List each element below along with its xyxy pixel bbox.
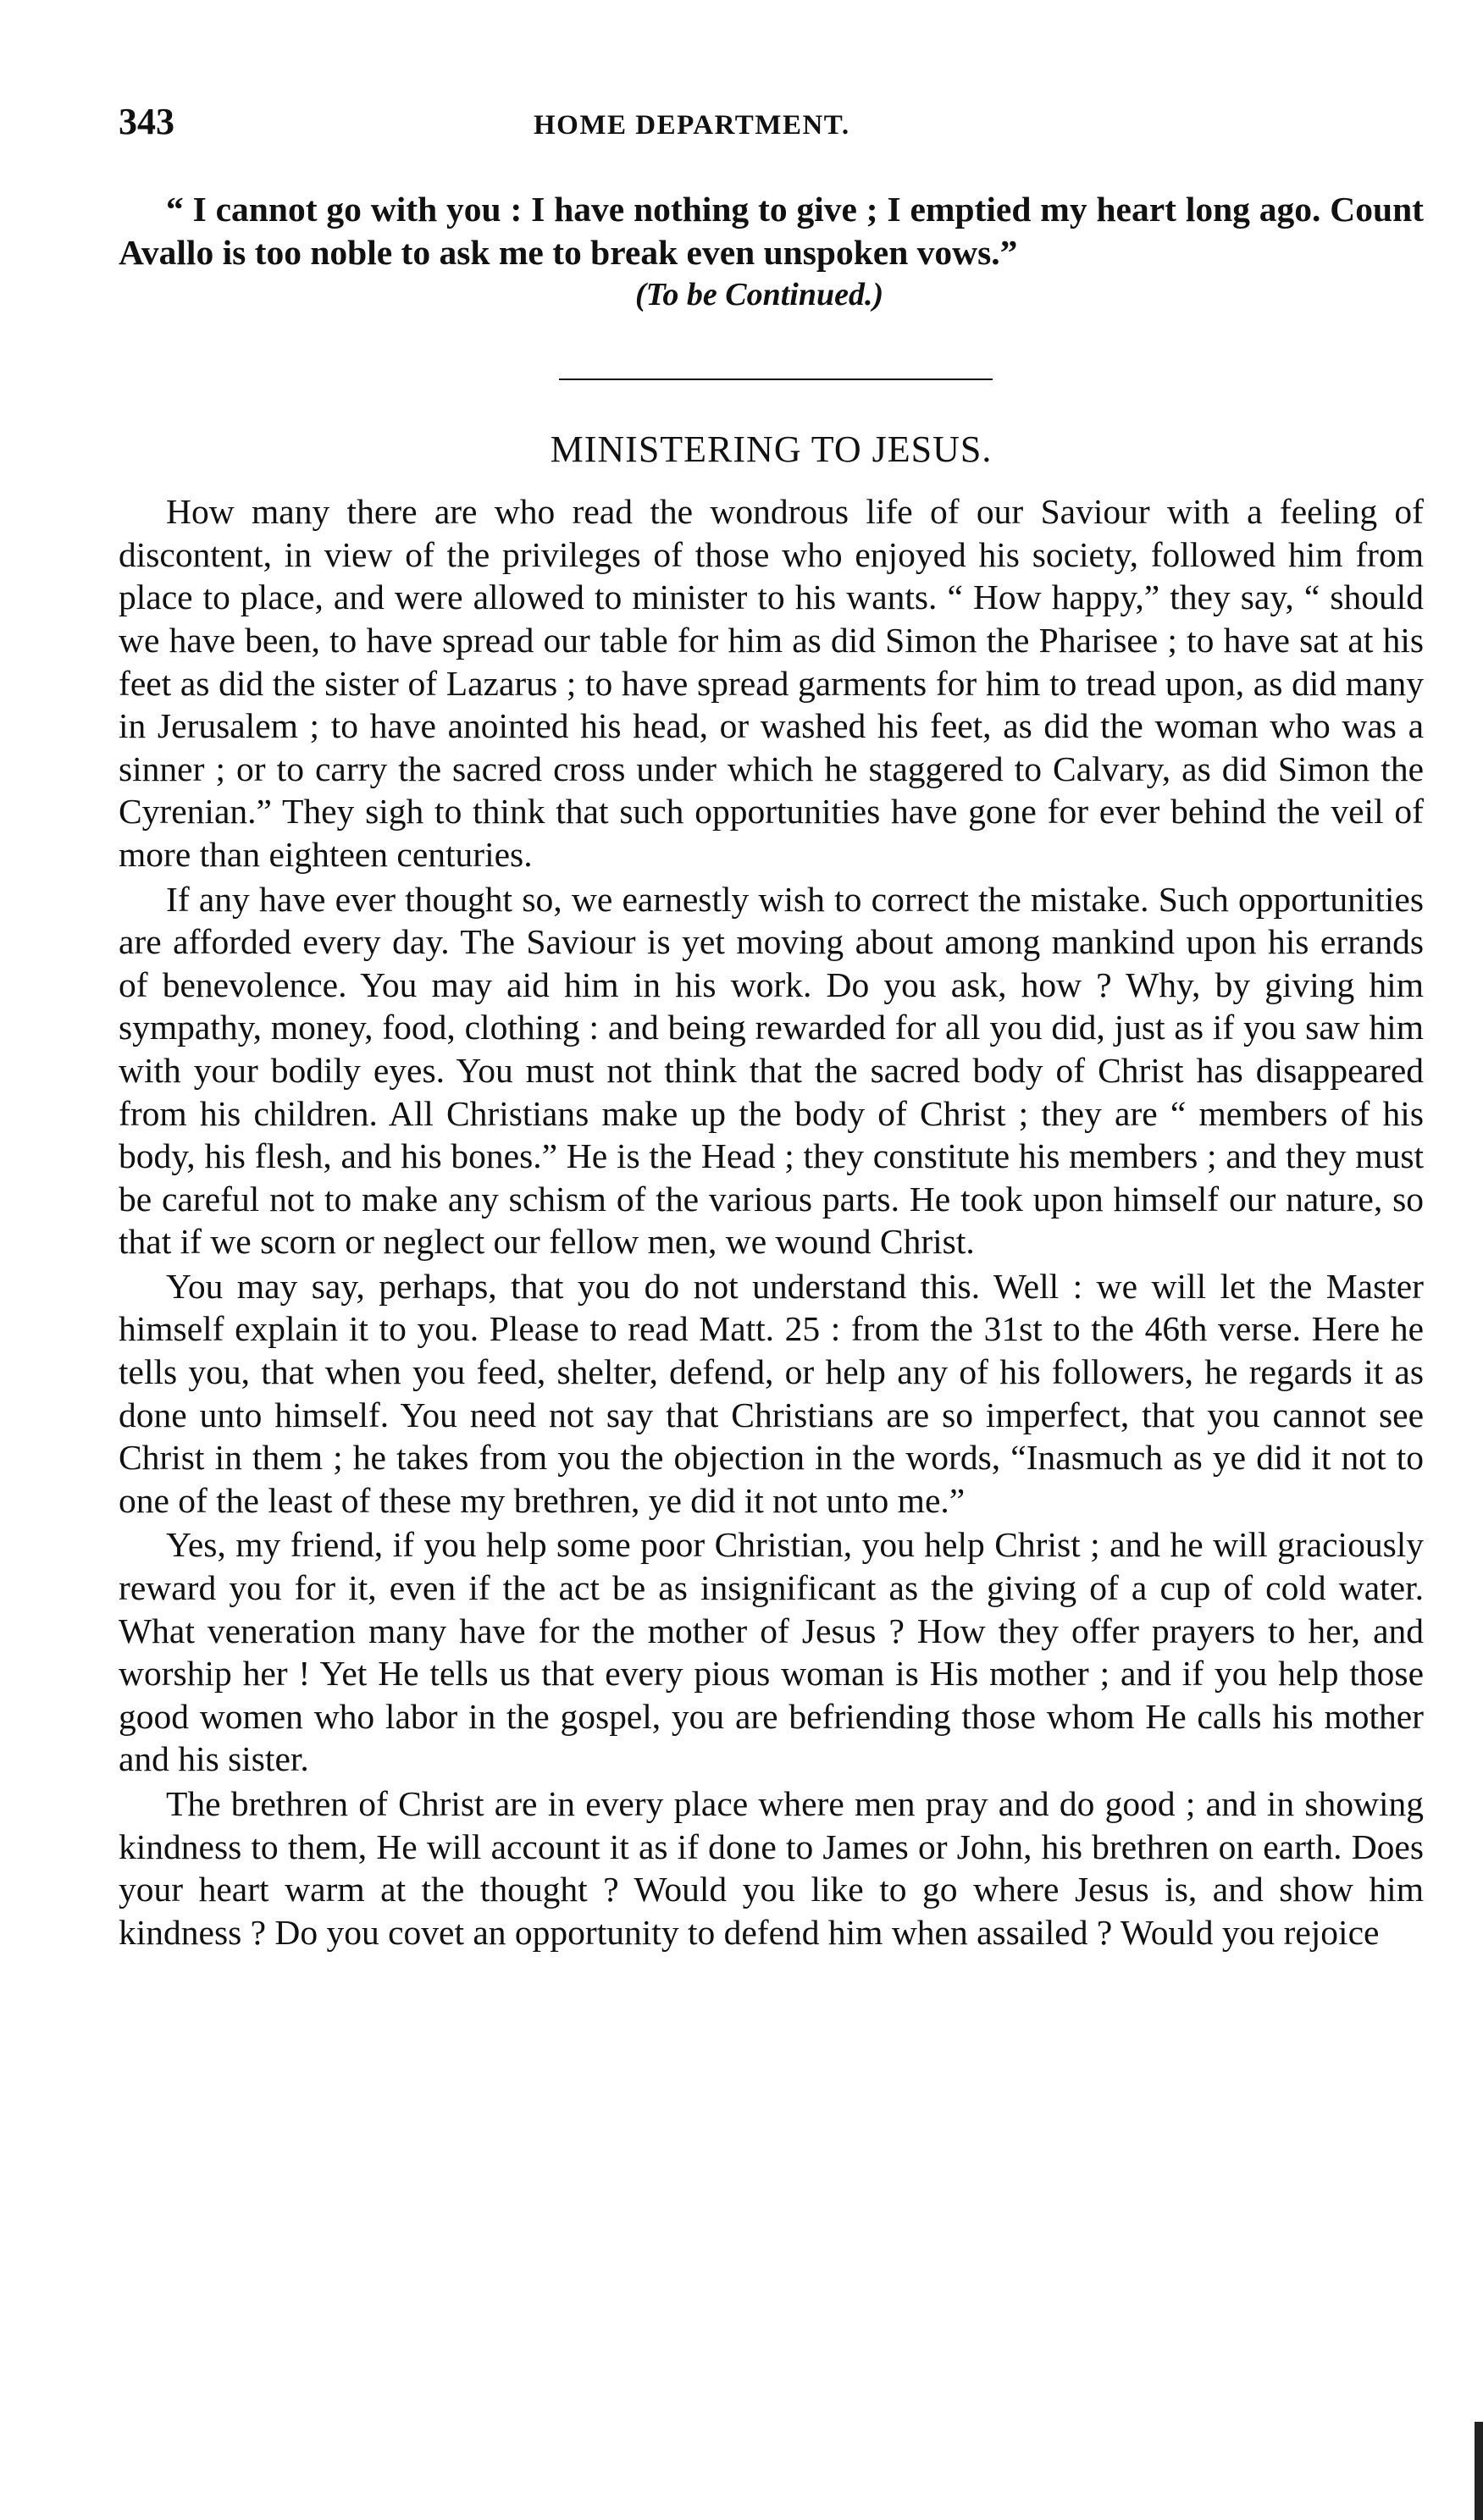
article-paragraph: Yes, my friend, if you help some poor Christian, you help Christ ; and he will graciously reward you for it, even if the act be as insignificant as the giving of a cup of cold water. What veneration many have for the mother of Jesus ? How they offer prayers to her, and worship her ! Yet He tells us that every pious woman is His mother ; and if you help those good women who labor in the gospel, you are befriending those whom He calls his mother and his sister. — [119, 1525, 1424, 1779]
article-paragraph: You may say, perhaps, that you do not understand this. Well : we will let the Master himself explain it to you. Please to read Matt. 25 : from the 31st to the 46th verse. Here he tells you, that when you feed, shelter, defend, or help any of his followers, he regards it as done unto himself. You need not say that Christians are so imperfect, that you cannot see Christ in them ; he takes from you the objection in the words, “Inasmuch as ye did it not to one of the least of these my brethren, ye did it not unto me.” — [119, 1266, 1424, 1520]
article-title: MINISTERING TO JESUS. — [550, 428, 993, 471]
page-header — [119, 100, 1424, 151]
article-paragraph: How many there are who read the wondrous life of our Saviour with a feeling of discontent, in view of the privileges of those who enjoyed his society, followed him from place to place, and were allowed to minister to his wants. “ How happy,” they say, “ should we have been, to have spread our table for him as did Simon the Pharisee ; to have sat at his feet as did the sister of Lazarus ; to have spread garments for him to tread upon, as did many in Jerusalem ; to have anointed his head, or washed his feet, as did the woman who was a sinner ; or to carry the sacred cross under which he staggered to Calvary, as did Simon the Cyrenian.” They sigh to think that such opportunities have gone for ever behind the veil of more than eighteen centuries. — [119, 492, 1424, 874]
scan-edge-shadow — [1475, 2422, 1483, 2520]
closing-quote-paragraph: “ I cannot go with you : I have nothing to give ; I emptied my heart long ago. Count Avallo is too noble to ask me to break even unspoken vows.” — [119, 190, 1424, 272]
section-divider — [559, 379, 993, 380]
page-number: 343 — [119, 101, 174, 142]
to-be-continued-note: (To be Continued.) — [635, 277, 884, 313]
running-head: HOME DEPARTMENT. — [534, 110, 850, 141]
article-paragraph: If any have ever thought so, we earnestly wish to correct the mistake. Such opportunities are afforded every day. The Saviour is yet moving about among mankind upon his errands of benevolence. You may aid him in his work. Do you ask, how ? Why, by giving him sympathy, money, food, clothing : and being rewarded for all you did, just as if you saw him with your bodily eyes. You must not think that the sacred body of Christ has disappeared from his children. All Christians make up the body of Christ ; they are “ members of his body, his flesh, and his bones.” He is the Head ; they constitute his members ; and they must be careful not to make any schism of the various parts. He took upon himself our nature, so that if we scorn or neglect our fellow men, we wound Christ. — [119, 879, 1424, 1262]
article-paragraph: The brethren of Christ are in every place where men pray and do good ; and in showing kindness to them, He will account it as if done to James or John, his brethren on earth. Does your heart warm at the thought ? Would you like to go where Jesus is, and show him kindness ? Do you covet an opportunity to defend him when assailed ? Would you rejoice — [119, 1784, 1424, 1952]
article-body — [119, 490, 1424, 1954]
